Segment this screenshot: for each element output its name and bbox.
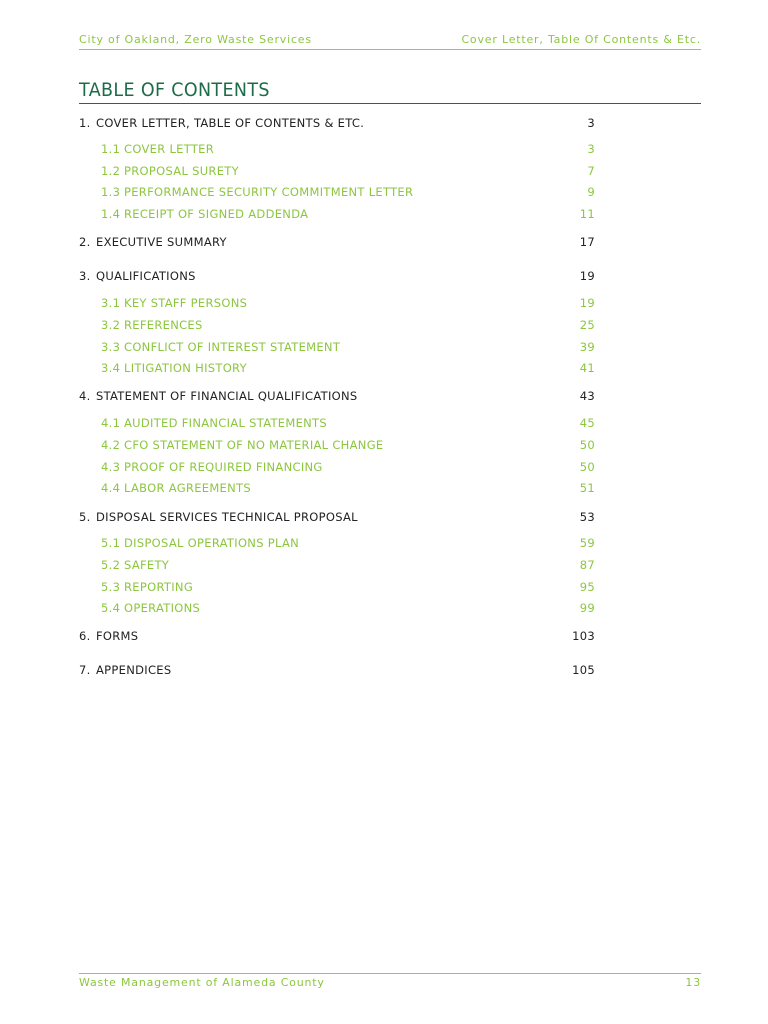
toc-entry-label: COVER LETTER, TABLE OF CONTENTS & ETC. [96,116,365,130]
toc-entry-4-3[interactable] [101,459,595,475]
toc-entry-label: REFERENCES [124,318,203,332]
toc-entry-page: 59 [579,536,595,550]
toc-entry-4-1[interactable] [101,415,595,431]
toc-entry-label: COVER LETTER [124,142,215,156]
page-footer [79,973,701,990]
toc-entry-number: 4.2 [101,438,121,452]
toc-entry-label: PROPOSAL SURETY [124,164,239,178]
toc-entry-label: DISPOSAL SERVICES TECHNICAL PROPOSAL [96,510,358,524]
toc-entry-number: 5.4 [101,601,121,615]
toc-entry-1[interactable] [79,115,595,131]
toc-entry-page: 11 [579,207,595,221]
toc-entry-page: 3 [587,142,595,156]
toc-entry-label: CFO STATEMENT OF NO MATERIAL CHANGE [124,438,384,452]
footer-page-number: 13 [685,976,701,989]
toc-entry-5-3[interactable] [101,579,595,595]
toc-entry-number: 1.4 [101,207,121,221]
toc-entry-number: 6. [79,629,91,643]
toc-entry-1-3[interactable] [101,184,595,200]
toc-entry-label: DISPOSAL OPERATIONS PLAN [124,536,300,550]
toc-entry-3-1[interactable] [101,295,595,311]
toc-entry-3-4[interactable] [101,360,595,376]
header-section-title: Cover Letter, Table Of Contents & Etc. [461,33,701,46]
toc-entry-page: 7 [587,164,595,178]
toc-entry-3-2[interactable] [101,317,595,333]
toc-entry-number: 1. [79,116,91,130]
toc-entry-page: 17 [579,235,595,249]
toc-entry-page: 103 [572,629,595,643]
toc-entry-number: 3. [79,269,91,283]
toc-entry-page: 99 [579,601,595,615]
toc-entry-number: 3.1 [101,296,121,310]
toc-entry-label: LITIGATION HISTORY [124,361,247,375]
toc-entry-number: 1.1 [101,142,121,156]
toc-entry-4-2[interactable] [101,437,595,453]
page-title [79,78,701,104]
page-header [79,33,701,50]
toc-entry-number: 3.2 [101,318,121,332]
header-document-title: City of Oakland, Zero Waste Services [79,33,312,46]
toc-entry-page: 9 [587,185,595,199]
toc-entry-label: FORMS [96,629,139,643]
toc-entry-1-4[interactable] [101,206,595,222]
footer-company-name: Waste Management of Alameda County [79,976,325,989]
toc-entry-label: OPERATIONS [124,601,201,615]
toc-entry-page: 50 [579,460,595,474]
toc-entry-1-2[interactable] [101,163,595,179]
toc-entry-4[interactable] [79,388,595,404]
toc-entry-number: 5.3 [101,580,121,594]
toc-entry-label: CONFLICT OF INTEREST STATEMENT [124,340,341,354]
toc-entry-number: 4.3 [101,460,121,474]
toc-entry-page: 43 [579,389,595,403]
toc-entry-3[interactable] [79,268,595,284]
toc-entry-page: 45 [579,416,595,430]
toc-entry-number: 2. [79,235,91,249]
toc-entry-number: 4. [79,389,91,403]
toc-entry-5-4[interactable] [101,600,595,616]
toc-entry-label: REPORTING [124,580,194,594]
toc-entry-page: 87 [579,558,595,572]
toc-entry-3-3[interactable] [101,339,595,355]
toc-entry-label: SAFETY [124,558,170,572]
toc-entry-5-2[interactable] [101,557,595,573]
toc-entry-number: 1.3 [101,185,121,199]
toc-entry-number: 7. [79,663,91,677]
toc-entry-4-4[interactable] [101,480,595,496]
toc-entry-page: 105 [572,663,595,677]
toc-entry-page: 50 [579,438,595,452]
toc-entry-number: 4.4 [101,481,121,495]
toc-entry-label: PROOF OF REQUIRED FINANCING [124,460,323,474]
toc-entry-5[interactable] [79,509,595,525]
toc-entry-label: APPENDICES [96,663,172,677]
toc-entry-page: 41 [579,361,595,375]
toc-entry-label: AUDITED FINANCIAL STATEMENTS [124,416,327,430]
toc-entry-label: KEY STAFF PERSONS [124,296,248,310]
toc-entry-number: 4.1 [101,416,121,430]
toc-entry-number: 5.1 [101,536,121,550]
toc-entry-label: QUALIFICATIONS [96,269,196,283]
toc-entry-page: 19 [579,296,595,310]
toc-entry-6[interactable] [79,628,595,644]
toc-entry-number: 3.4 [101,361,121,375]
toc-entry-number: 5. [79,510,91,524]
toc-entry-number: 1.2 [101,164,121,178]
toc-entry-page: 3 [587,116,595,130]
toc-entry-page: 39 [579,340,595,354]
page-title-text: TABLE OF CONTENTS [79,79,270,101]
toc-entry-label: RECEIPT OF SIGNED ADDENDA [124,207,309,221]
toc-entry-7[interactable] [79,662,595,678]
toc-entry-page: 53 [579,510,595,524]
toc-entry-page: 19 [579,269,595,283]
toc-entry-label: LABOR AGREEMENTS [124,481,251,495]
toc-entry-label: EXECUTIVE SUMMARY [96,235,227,249]
toc-entry-2[interactable] [79,234,595,250]
toc-entry-label: PERFORMANCE SECURITY COMMITMENT LETTER [124,185,414,199]
toc-entry-page: 51 [579,481,595,495]
toc-entry-number: 5.2 [101,558,121,572]
toc-entry-1-1[interactable] [101,141,595,157]
toc-entry-label: STATEMENT OF FINANCIAL QUALIFICATIONS [96,389,358,403]
toc-entry-5-1[interactable] [101,535,595,551]
toc-entry-page: 95 [579,580,595,594]
toc-entry-number: 3.3 [101,340,121,354]
toc-entry-page: 25 [579,318,595,332]
